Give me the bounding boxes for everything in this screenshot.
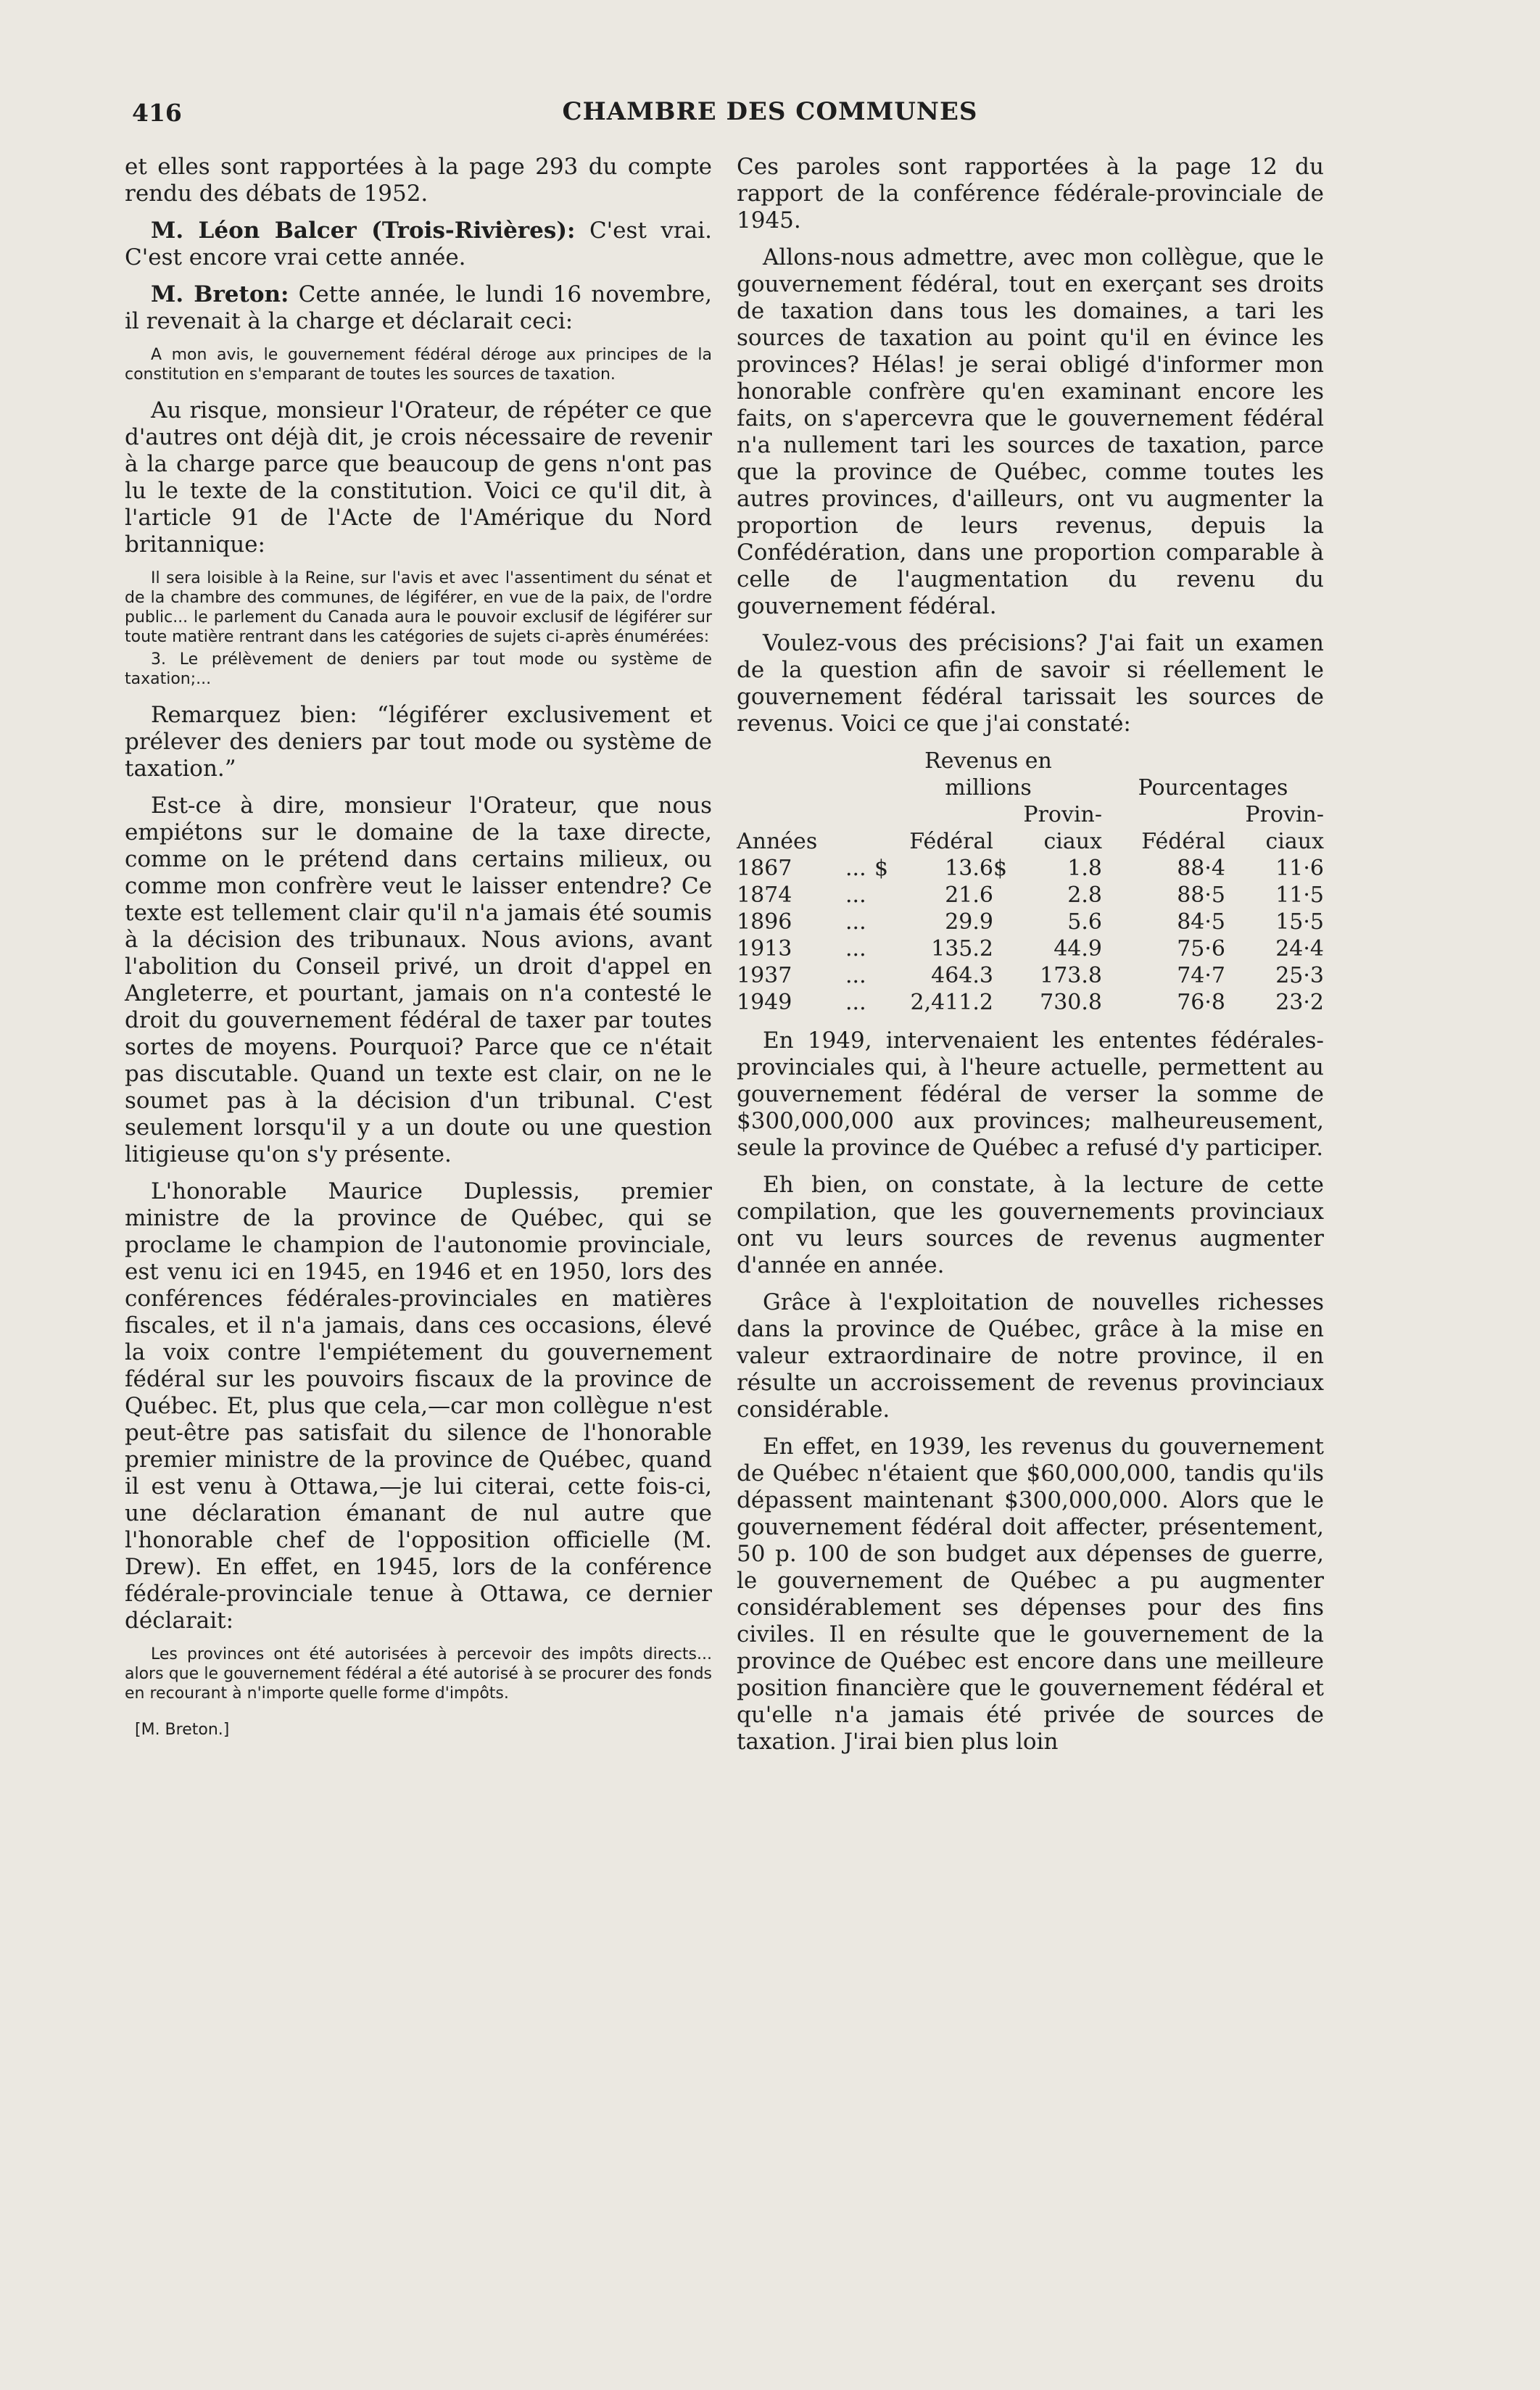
- paragraph: Remarquez bien: “légiférer exclusivement et prélever des deniers par tout mode ou système de taxation.”: [125, 702, 712, 782]
- speech-breton: [125, 281, 712, 335]
- speaker-attribution: [M. Breton.]: [135, 1721, 230, 1739]
- paragraph: Allons-nous admettre, avec mon collègue, que le gouvernement fédéral, tout en exerçant ses droits de taxation dans tous les domaines, a tari les sources de taxation au point qu'il en évince les provinces? Hélas! je serai obligé d'informer mon honorable confrère qu'en examinant encore les faits, on s'apercevra que le gouvernement fédéral n'a nullement tari les sources de taxation, parce que la province de Québec, comme toutes les autres provinces, d'ailleurs, ont vu augmenter la proportion de leurs revenus, depuis la Confédération, dans une proportion comparable à celle de l'augmentation du revenu du gouvernement fédéral.: [737, 244, 1324, 619]
- cell-prov: 2.8: [1067, 882, 1102, 908]
- cell-prov: 173.8: [1040, 963, 1102, 988]
- header-millions: millions: [945, 775, 1032, 801]
- block-quote: A mon avis, le gouvernement fédéral déroge aux principes de la constitution en s'emparant de toutes les sources de taxation.: [125, 346, 712, 384]
- cell-year: 1874: [737, 882, 792, 908]
- cell-prov-cur: [993, 935, 1015, 962]
- header-revenus: Revenus en: [924, 748, 1052, 774]
- paragraph: L'honorable Maurice Duplessis, premier ministre de la province de Québec, qui se proclame le champion de l'autonomie provinciale, est venu ici en 1945, en 1946 et en 1950, lors des conférences fédérales-provinciales en matières fiscales, et il n'a jamais, dans ces occasions, élevé la voix contre l'empiétement du gouvernement fédéral sur les pouvoirs fiscaux de la province de Québec. Et, plus que cela,—car mon collègue n'est peut-être pas satisfait du silence de l'honorable premier ministre de la province de Québec, quand il est venu à Ottawa,—je lui citerai, cette fois-ci, une déclaration émanant de nul autre que l'honorable chef de l'opposition officielle (M. Drew). En effet, en 1945, lors de la conférence fédérale-provinciale tenue à Ottawa, ce dernier déclarait:: [125, 1178, 712, 1634]
- cell-pct-fed: 75·6: [1177, 936, 1225, 962]
- speaker-name: M. Léon Balcer (Trois-Rivières):: [151, 218, 576, 244]
- paragraph: En effet, en 1939, les revenus du gouvernement de Québec n'étaient que $60,000,000, tandis qu'ils dépassent maintenant $300,000,000. Alors que le gouvernement fédéral doit affecter, présentement, 50 p. 100 de son budget aux dépenses de guerre, le gouvernement de Québec a pu augmenter considérablement ses dépenses pour des fins civiles. Il en résulte que le gouvernement de la province de Québec est encore dans une meilleure position financière que le gouvernement fédéral et qu'elle n'a jamais été privée de sources de taxation. J'irai bien plus loin: [737, 1434, 1324, 1755]
- block-quote: 3. Le prélèvement de deniers par tout mode ou système de taxation;...: [125, 650, 712, 688]
- cell-year: 1867: [737, 856, 792, 881]
- cell-dots: ...: [845, 909, 866, 935]
- cell-pct-fed: 74·7: [1177, 963, 1225, 988]
- paragraph: Est-ce à dire, monsieur l'Orateur, que nous empiétons sur le domaine de la taxe directe, comme on le prétend dans certains milieux, ou comme mon confrère veut le laisser entendre? Ce texte est tellement clair qu'il n'a jamais été soumis à la décision des tribunaux. Nous avions, avant l'abolition du Conseil privé, un droit d'appel en Angleterre, et pourtant, jamais on n'a contesté le droit du gouvernement fédéral de taxer par toutes sortes de moyens. Pourquoi? Parce que ce n'était pas discutable. Quand un texte est clair, on ne le soumet pas à la décision d'un tribunal. C'est seulement lorsqu'il y a un doute ou une question litigieuse qu'on s'y présente.: [125, 793, 712, 1167]
- left-column: [125, 154, 712, 1743]
- cell-pct-prov: 15·5: [1275, 909, 1324, 935]
- cell-fed: 2,411.2: [910, 990, 993, 1015]
- cell-pct-fed: 84·5: [1177, 909, 1225, 935]
- cell-prov-cur: [993, 909, 1015, 935]
- cell-year: 1896: [737, 909, 792, 935]
- paragraph: Au risque, monsieur l'Orateur, de répéter ce que d'autres ont déjà dit, je crois nécessaire de revenir à la charge parce que beaucoup de gens n'ont pas lu le texte de la constitution. Voici ce qu'il dit, à l'article 91 de l'Acte de l'Amérique du Nord britannique:: [125, 397, 712, 558]
- cell-fed: 464.3: [931, 963, 993, 988]
- header-provinciaux: Provin-: [1245, 802, 1324, 827]
- table-row: [737, 882, 1324, 909]
- table-row: [737, 855, 1324, 882]
- cell-dots: ...: [845, 856, 866, 881]
- paragraph: En 1949, intervenaient les ententes fédérales-provinciales qui, à l'heure actuelle, permettent au gouvernement fédéral de verser la somme de $300,000,000 aux provinces; malheureusement, seule la province de Québec a refusé d'y participer.: [737, 1027, 1324, 1161]
- speaker-name: M. Breton:: [151, 281, 289, 307]
- cell-fed: 29.9: [945, 909, 993, 935]
- cell-year: 1949: [737, 990, 792, 1015]
- cell-fed-cur: $: [874, 856, 889, 881]
- cell-prov: 44.9: [1053, 936, 1102, 962]
- table-row: [737, 909, 1324, 935]
- cell-pct-fed: 88·5: [1177, 882, 1225, 908]
- table-header-row: [737, 801, 1324, 828]
- cell-pct-fed: 76·8: [1177, 990, 1225, 1015]
- cell-pct-prov: 25·3: [1275, 963, 1324, 988]
- cell-pct-prov: 11·5: [1275, 882, 1324, 908]
- cell-prov-cur: $: [993, 856, 1008, 881]
- table-header-row: [737, 748, 1324, 774]
- header-provinciaux: ciaux: [1265, 829, 1324, 854]
- cell-dots: ...: [845, 963, 866, 988]
- block-quote: Il sera loisible à la Reine, sur l'avis et avec l'assentiment du sénat et de la chambre des communes, de légiférer, en vue de la paix, de l'ordre public... le parlement du Canada aura le pouvoir exclusif de légiférer sur toute matière rentrant dans les catégories de sujets ci-après énumérées:: [125, 569, 712, 646]
- cell-prov-cur: [993, 962, 1015, 989]
- header-pourcentages: Pourcentages: [1138, 775, 1288, 801]
- cell-pct-prov: 23·2: [1275, 990, 1324, 1015]
- paragraph: Voulez-vous des précisions? J'ai fait un examen de la question afin de savoir si réellement le gouvernement fédéral tarissait les sources de revenus. Voici ce que j'ai constaté:: [737, 630, 1324, 737]
- speech-text: C'est vrai. C'est encore vrai cette année.: [125, 218, 712, 270]
- cell-prov-cur: [993, 989, 1015, 1016]
- cell-prov: 730.8: [1040, 990, 1102, 1015]
- table-row: [737, 935, 1324, 962]
- table-header-row: [737, 774, 1324, 801]
- cell-dots: ...: [845, 990, 866, 1015]
- revenue-table: [737, 748, 1324, 1016]
- cell-dots: ...: [845, 936, 866, 962]
- table-row: [737, 962, 1324, 989]
- cell-fed-cur: [874, 909, 901, 935]
- cell-year: 1913: [737, 936, 792, 962]
- header-federal: Fédéral: [1141, 829, 1225, 854]
- speech-text: Cette année, le lundi 16 novembre, il revenait à la charge et déclarait ceci:: [125, 281, 712, 334]
- header-federal: Fédéral: [909, 829, 993, 854]
- right-column: [737, 154, 1324, 1766]
- header-provinciaux: ciaux: [1043, 829, 1102, 854]
- cell-prov: 1.8: [1067, 856, 1102, 881]
- table-header-row: [737, 828, 1324, 855]
- paragraph: Grâce à l'exploitation de nouvelles richesses dans la province de Québec, grâce à la mise en valeur extraordinaire de notre province, il en résulte un accroissement de revenus provinciaux considérable.: [737, 1289, 1324, 1423]
- paragraph: Ces paroles sont rapportées à la page 12 du rapport de la conférence fédérale-provinciale de 1945.: [737, 154, 1324, 233]
- cell-fed-cur: [874, 989, 901, 1016]
- header-provinciaux: Provin-: [1023, 802, 1102, 827]
- running-title: CHAMBRE DES COMMUNES: [562, 97, 978, 126]
- cell-dots: ...: [845, 882, 866, 908]
- cell-fed-cur: [874, 962, 901, 989]
- cell-fed-cur: [874, 935, 901, 962]
- cell-fed-cur: [874, 882, 901, 909]
- cell-prov-cur: [993, 882, 1015, 909]
- header-annees: Années: [737, 829, 818, 854]
- cell-pct-prov: 11·6: [1275, 856, 1324, 881]
- speech-balcer: [125, 218, 712, 271]
- cell-fed: 13.6: [945, 856, 993, 881]
- cell-fed: 135.2: [931, 936, 993, 962]
- paragraph: Eh bien, on constate, à la lecture de cette compilation, que les gouvernements provinciaux ont vu leurs sources de revenus augmenter d'année en année.: [737, 1172, 1324, 1278]
- table-row: [737, 989, 1324, 1016]
- cell-fed: 21.6: [945, 882, 993, 908]
- block-quote: Les provinces ont été autorisées à percevoir des impôts directs... alors que le gouvernement fédéral a été autorisé à se procurer des fonds en recourant à n'importe quelle forme d'impôts.: [125, 1645, 712, 1703]
- cell-prov: 5.6: [1067, 909, 1102, 935]
- cell-pct-prov: 24·4: [1275, 936, 1324, 962]
- cell-pct-fed: 88·4: [1177, 856, 1225, 881]
- paragraph: et elles sont rapportées à la page 293 du compte rendu des débats de 1952.: [125, 154, 712, 207]
- page-number: 416: [132, 99, 182, 127]
- cell-year: 1937: [737, 963, 792, 988]
